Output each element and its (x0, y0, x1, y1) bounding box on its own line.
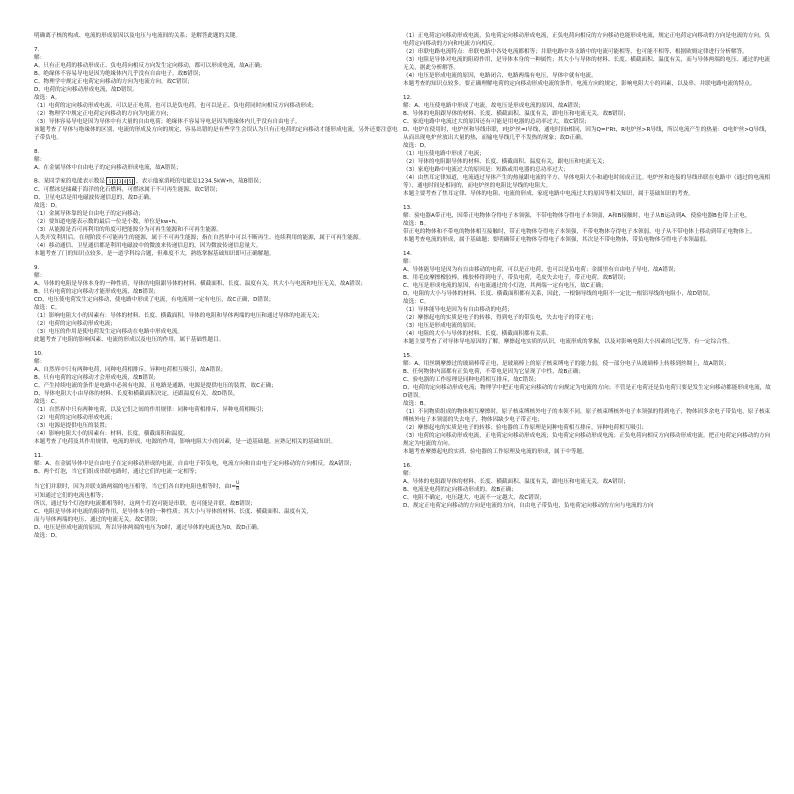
text-line (403, 400, 771, 408)
line-text: B、用毛皮摩擦橡胶棒，橡胶棒得到电子，带负电荷，毛皮失去电子，带正电荷，故B错误； (403, 275, 629, 281)
line-text: （3）电阻是导体对电流的阻碍作用，是导体本身的一种属性；其大小与导体的材料、长度、横截面积、温度有关，而与导体两端的电压、通过的电流无关，据此分析解答。 (403, 57, 771, 71)
line-text: （4）电阻的大小与导体的材料、长度、横截面积都有关系。 (403, 331, 552, 337)
text-line (34, 398, 402, 406)
question-number (34, 264, 402, 272)
text-line (34, 296, 402, 304)
text-line (403, 56, 771, 72)
line-text: A、自然界中只有两种电荷，同种电荷相排斥，异种电荷相互吸引，故A错误； (34, 366, 227, 373)
line-text: 而与导体两端的电压、通过的电流无关，故C错误； (34, 516, 161, 523)
text-line (34, 177, 402, 186)
line-text: D、卫星电话是用电磁波传递信息的，故D正确。 (34, 194, 155, 201)
line-text: 故选：D。 (403, 143, 430, 149)
line-text: （1）正电荷定向移动形成电流，负电荷定向移动形成电流，正负电荷向相反的方向移动也能形成电流，规定正电荷定向移动的方向是电流的方向，负电荷定向移动的方向和电流方向相反。 (403, 33, 771, 47)
text-line (34, 358, 402, 366)
line-text: D、导体电阻大小由导体的材料、长度和横截面积决定，还跟温度有关，故D错误。 (34, 390, 239, 397)
text-line (34, 532, 402, 540)
text-line (403, 32, 771, 48)
line-text: 解： (403, 471, 415, 477)
text-line (34, 32, 402, 40)
text-line (403, 228, 771, 236)
line-text: （2）物理学中规定正电荷定向移动的方向为电流方向； (34, 111, 172, 117)
line-text: 该题考查了导体与绝缘体的区别、电流的形成及方向的规定，容易出错的是有些学生会误认为只有正电荷的定向移动才能形成电流，另外还要注意电子带负电。 (34, 127, 398, 141)
line-text: （1）金属导体靠的是自由电子的定向移动； (34, 210, 144, 217)
meter-digit: 5 (128, 179, 132, 184)
text-line (34, 234, 402, 242)
fraction-denominator: R (236, 486, 240, 492)
line-text: B、两个灯泡，当它们组成串联电路时，通过它们的电流一定相等； (34, 468, 201, 475)
line-text: 解：A、用丝绸摩擦过的玻璃棒带正电，是玻璃棒上的原子核束缚电子的能力弱，使一部分电子从玻璃棒上转移到丝绸上，故A错误； (403, 361, 730, 367)
text-line (34, 94, 402, 102)
text-line (403, 470, 771, 478)
text-line (34, 414, 402, 422)
text-line (34, 374, 402, 382)
text-line (34, 406, 402, 414)
text-line (403, 330, 771, 338)
text-line (403, 258, 771, 266)
line-text: （3）电荷的定向移动形成电流，正电荷定向移动形成电流；负电荷定向移动形成电流；正负电荷向相反方向移动形成电流。把正电荷定向移动的方向规定为电流的方向。 (403, 433, 771, 447)
line-text: 故选：B。 (403, 401, 430, 407)
text-line (403, 150, 771, 158)
line-text: （3）电压的作用是使电荷发生定向移动在电路中形成电流。 (34, 328, 183, 335)
line-text: 故选：B。 (403, 221, 430, 227)
meter-digit: 1 (108, 179, 112, 184)
formula-fraction (236, 481, 239, 492)
line-text: B、只有电荷的定向移动才会形成电流，故B错误； (34, 374, 160, 381)
text-line (403, 220, 771, 228)
text-line (403, 236, 771, 244)
text-line (403, 190, 771, 198)
text-line (403, 494, 771, 502)
line-text: 当它们并联时，因为并联支路两端的电压相等，当它们各自的电阻也相等时，由I= (34, 483, 237, 490)
line-text: 故选：C。 (34, 398, 61, 405)
text-line (403, 142, 771, 150)
line-text-after: ，表示他家消耗的电能是1234.5kW•h，故B错误； (135, 178, 265, 185)
line-text: 解： (34, 358, 46, 365)
line-text: 解： (34, 55, 46, 61)
text-line (403, 48, 771, 56)
line-text: 人类开发利用后，在现阶段不可能再生的能源，属于不可再生能源；指在自然界中可以不断再生、连续利用的能源，属于可再生能源。 (34, 234, 365, 241)
line-text: 解： (34, 272, 46, 279)
line-text: C、电阻不确定，电压越大，电流不一定越大，故C错误； (403, 495, 546, 501)
line-text: 故选：D。 (34, 202, 61, 209)
line-text: （2）电荷的定向移动形成电流； (34, 320, 116, 327)
line-text: （2）串联电路电流特点：串联电路中各处电流都相等；并联电路中各支路中的电流可能相等，也可能不相等，根据欧姆定律进行分析解答。 (403, 49, 748, 55)
line-text: 11. (34, 452, 43, 459)
text-line (34, 366, 402, 374)
line-text: B、绝缘体不容易导电是因为绝缘体内几乎没有自由电子，故B错误； (34, 71, 204, 77)
text-line (403, 102, 771, 110)
text-line (403, 502, 771, 510)
line-text: 本题考查摩擦起电的实质、验电器的工作原理及电流的形成，属于中等题。 (403, 449, 588, 455)
text-line (34, 524, 402, 532)
question-number (34, 148, 402, 156)
line-text: C、电阻是导体对电流的阻碍作用，是导体本身的一种性质；其大小与导体的材料、长度、横截面积、温度有关， (34, 508, 313, 515)
text-line (403, 274, 771, 282)
text-line (403, 322, 771, 330)
text-line (403, 266, 771, 274)
line-text: （3）电压是形成电流的原因； (403, 323, 480, 329)
question-number (34, 452, 402, 460)
question-number (403, 94, 771, 102)
text-line (403, 314, 771, 322)
line-text: 故选：C。 (34, 304, 61, 311)
line-text: D、规定正电荷定向移动的方向是电流的方向，自由电子带负电，负电荷定向移动的方向与电流的方向 (403, 503, 654, 509)
line-text: （2）要知道电能表示数的最后一位是小数，单位是kw•h。 (34, 218, 181, 225)
text-line (403, 298, 771, 306)
line-text: 本题考查电流的形成，属于基础题；要明确带正电物体夺得电子本领强，其次是不带电物体，带负电物体夺得电子本领最弱。 (403, 237, 711, 243)
text-line (34, 438, 402, 446)
text-line (34, 390, 402, 398)
line-text: 带正电的物体和不带电的物体相互接触时，带正电物体夺得电子本领强，不带电物体夺得电子本领弱，电子从不带电体上移动到带正电物体上。 (403, 229, 756, 235)
fraction-numerator: U (236, 480, 240, 486)
line-text: （2）摩擦起电的实质是电子的转移，得到电子的带负电，失去电子的带正电； (403, 315, 597, 321)
text-line (403, 408, 771, 424)
text-line (34, 62, 402, 70)
text-line (34, 312, 402, 320)
text-line (34, 422, 402, 430)
line-text: B、某同学家的电能表示数是 (34, 178, 105, 185)
line-text: 明确离子核的构成、电流的形成原因以及电压与电流间的关系；是解答此题的关键。 (34, 33, 241, 39)
text-line (34, 218, 402, 226)
line-text: （4）移动通信、卫星通信都是利用电磁波中的微波来传递信息的，因为微波传递信息量大。 (34, 242, 262, 249)
text-line (34, 430, 402, 438)
text-line (34, 210, 402, 218)
left-column (34, 32, 402, 540)
text-line (34, 492, 402, 500)
question-number (34, 350, 402, 358)
meter-digit: 3 (118, 179, 122, 184)
line-text: （4）影响电阻大小的因素有：材料、长度、横截面积和温度。 (34, 430, 189, 437)
text-line (34, 202, 402, 210)
text-line (403, 158, 771, 166)
text-line (403, 306, 771, 314)
text-line (403, 432, 771, 448)
line-text: B、电流是电荷的定向移动形成的，故B正确； (403, 487, 517, 493)
line-text: 故选：D。 (34, 532, 61, 539)
text-line (34, 328, 402, 336)
line-text: B、只有电荷的定向移动才能形成电流，故B错误； (34, 288, 160, 295)
text-line (403, 110, 771, 118)
line-text: 此题考查了电阻的影响因素、电流的形成以及电压的作用，属于基础性题目。 (34, 336, 225, 343)
text-line (34, 508, 402, 516)
line-text: A、只有正电荷的移动形成正、负电荷向相反方向发生定向移动，都可以形成电流，故A正确； (34, 63, 266, 69)
line-text: C、物理学中规定正电荷定向移动的方向为电流方向，故C错误； (34, 79, 193, 85)
line-text: C、验电器的工作原理是同种电荷相互排斥，故C错误； (403, 377, 540, 383)
text-line (403, 126, 771, 142)
text-line (34, 500, 402, 508)
line-text: （2）导体的电阻跟导体的材料、长度、横截面积、温度有关，跟电压和电流无关； (403, 159, 608, 165)
text-line (403, 368, 771, 376)
text-line (34, 272, 402, 280)
text-line (34, 336, 402, 344)
text-line (403, 282, 771, 290)
line-text: 本题考查了门的知识点较多，是一道学科综合题，但难度不大，熟练掌握基础知识即可正确解题。 (34, 250, 275, 257)
line-text: （4）电压是形成电流的原因，电路闭合，电路两端有电压，导体中就有电流。 (403, 73, 597, 79)
text-line (403, 212, 771, 220)
line-text: 14. (403, 251, 412, 257)
line-text: C、家庭电路中电流过大的原因还有可能是用电器的总功率过大，故C错误； (403, 119, 590, 125)
text-line (403, 72, 771, 80)
text-line (34, 78, 402, 86)
text-line (34, 460, 402, 468)
line-text: 10. (34, 350, 43, 357)
question-number (403, 462, 771, 470)
text-line (34, 320, 402, 328)
text-line (403, 376, 771, 384)
text-line (34, 118, 402, 126)
text-line (34, 110, 402, 118)
question-number (403, 204, 771, 212)
text-line (34, 288, 402, 296)
energy-meter-digits (106, 177, 135, 185)
text-line (34, 250, 402, 258)
line-text: （1）电压使电路中形成了电流； (403, 151, 485, 157)
line-text: 所以，通过每个灯泡的电流都相等时，这两个灯泡可能是串联，也可能是并联，故B错误； (34, 500, 256, 507)
line-text: 本题考查了电荷及其作用规律，电流的形成，电源的作用，影响电阻大小的因素，是一道基础题，应熟记相关的基础知识。 (34, 438, 337, 445)
line-text: A、导体能导电是因为有自由移动的电荷，可以是正电荷，也可以是负电荷；金属里有自由电子导电，故A错误； (403, 267, 680, 273)
text-line (34, 382, 402, 390)
line-text: D、电炉在使用时，电炉丝和导线串联，I电炉丝=I导线，通电时间t相同，因为Q=I²Rt，R电炉丝>R导线，所以电流产生的热量：Q电炉丝>Q导线，从而出现电炉丝放出大量的热，而输电导线几乎不发热的现象；故D正确。 (403, 127, 771, 141)
text-line (403, 166, 771, 174)
line-text: 解：验电器A带正电，因带正电物体夺得电子本领强，不带电物体夺得电子本领弱，A和B接触时，电子从B运动到A，使验电器B也带上正电。 (403, 213, 751, 219)
line-text: 本题主要考查了焦耳定律、导体的电阻、电流的形成、家庭电路中电流过大的原因等相关知识，属于基础知识的考查。 (403, 191, 694, 197)
text-line (403, 448, 771, 456)
line-text: 本题主要考查了对导体导电原因的了解，摩擦起电实质的认识，电流形成的掌握，以及对影响电阻大小因素的记忆等，有一定综合性。 (403, 339, 734, 345)
text-line (403, 338, 771, 346)
text-line (34, 280, 402, 288)
line-text: （1）影响电阻大小的因素有：导体的材料、长度、横截面积，导体的电阻和导体两端的电压和通过导体的电流无关； (34, 312, 323, 319)
text-line (34, 86, 402, 94)
line-text: （3）从能源是否可再利用的角度可把能源分为可再生能源和不可再生能源。 (34, 226, 223, 233)
line-text: B、任何物体内部都有正负电荷，不带电是因为它显现了中性，故B正确； (403, 369, 585, 375)
line-text: （4）由焦耳定律知道，电流通过导体产生的热量跟电流的平方、导体电阻大小和通电时间成正比。电炉丝和连接的导线串联在电路中（通过的电流相等），通电时间是相同的，而电炉丝的电阻比导线的电阻大。 (403, 175, 771, 189)
line-text: 8. (34, 149, 40, 155)
text-line (34, 102, 402, 110)
line-text: D、电阻的大小与导体的材料、长度、横截面积都有关系，因此，一根铜导线的电阻不一定比一根铝导线的电阻小，故D错误。 (403, 291, 714, 297)
text-line (34, 304, 402, 312)
line-text: 12. (403, 95, 412, 101)
text-line (34, 468, 402, 476)
line-text: A、导体的电阻是导体本身的一种性质，导体的电阻跟导体的材料、横截面积、长度、温度有关，其大小与电流和电压无关，故A错误； (34, 280, 367, 287)
text-line (403, 118, 771, 126)
text-line (403, 290, 771, 298)
text-line (34, 516, 402, 524)
line-text: 9. (34, 264, 40, 271)
line-text: B、导体的电阻跟导体的材料、长度、横截面积、温度有关，跟电压和电流无关，故B错误； (403, 111, 629, 117)
text-line (403, 384, 771, 400)
line-text: （3）家庭电路中电流过大的原因是：短路或用电器的总功率过大； (403, 167, 569, 173)
line-text: （1）电荷的定向移动形成电流，可以是正电荷，也可以是负电荷，也可以是正、负电荷同时向相反方向移动形成； (34, 103, 318, 109)
line-text: 13. (403, 205, 412, 211)
line-text: CD、电压使电荷发生定向移动，使电路中形成了电流，有电流则一定有电压，故C正确，D错误； (34, 296, 275, 303)
text-line (403, 174, 771, 190)
line-text: C、电压是形成电流的原因，有电流通过的小灯泡，其两端一定有电压，故C正确； (403, 283, 607, 289)
line-text: 可知通过它们的电流也相等； (34, 492, 107, 499)
meter-digit: 2 (113, 179, 117, 184)
text-line (34, 156, 402, 164)
text-line (403, 478, 771, 486)
line-text: （3）电源是提供电压的装置； (34, 422, 111, 429)
line-text: （2）电荷的定向移动形成电流； (34, 414, 116, 421)
question-number (403, 352, 771, 360)
line-text: A、在金属导体中自由电子的定向移动形成电流，故A错误； (34, 165, 182, 171)
line-text: （1）不同物质组成的物体相互摩擦时，原子核束缚核外电子的本领不同，原子核束缚核外电子本领强的得到电子，物体因多余电子带负电，原子核束缚核外电子本领弱的失去电子，物体因缺少电子带正电； (403, 409, 771, 423)
text-line (34, 54, 402, 62)
line-text: D、电压是形成电流的原因，所以导体两端的电压为0时，通过导体的电流也为0，故D正确。 (34, 524, 263, 531)
text-line (34, 186, 402, 194)
question-number (403, 250, 771, 258)
line-text: C、产生持续电流的条件是电路中必须有电源，且电路是通路，电源是提供电压的装置，故C正确； (34, 382, 277, 389)
line-text: （1）导体能导电是因为有自由移动的电荷； (403, 307, 513, 313)
question-number (34, 46, 402, 54)
line-text: （3）导体容易导电是因为导体中有大量的自由电荷；绝缘体不容易导电是因为绝缘体内几乎没有自由电子。 (34, 119, 301, 125)
text-line (403, 486, 771, 494)
text-line (34, 481, 402, 492)
line-text: 解： (34, 157, 46, 163)
right-column (403, 32, 771, 510)
line-text: D、电荷的定向移动形成电流；物理学中把正电荷定向移动的方向规定为电流的方向；不管是正电荷还是负电荷只要是发生定向移动都能形成电流，故D错误。 (403, 385, 771, 399)
line-text: C、可燃冰是储藏于海洋的化石燃料，可燃冰属于不可再生能源，故C错误； (34, 186, 221, 193)
text-line (34, 164, 402, 172)
text-line (34, 70, 402, 78)
line-text: A、导体的电阻跟导体的材料、长度、横截面积、温度有关，跟电压和电流无关，故A错误； (403, 479, 629, 485)
text-line (403, 80, 771, 88)
line-text: 解：A、在金属导体中是自由电子在定向移动形成的电流，自由电子带负电，电流方向和自由电子定向移动的方向相反，故A错误； (34, 460, 355, 467)
text-line (34, 226, 402, 234)
meter-digit: 4 (123, 179, 127, 184)
line-text: （1）自然界中只有两种电荷，以及它们之间的作用规律：同种电荷相排斥，异种电荷相吸引； (34, 406, 267, 413)
line-text: 故选：C。 (403, 299, 430, 305)
line-text: 故选：A。 (34, 95, 61, 101)
line-text: 解：A、电压使电路中形成了电流，故电压是形成电流的原因，故A错误； (403, 103, 585, 109)
line-text: （2）摩擦起电的实质是电子的转移；验电器的工作原理是同种电荷相互排斥，异种电荷相互吸引； (403, 425, 648, 431)
line-text: 本题考查的知识点较多，要正确理解电荷的定向移动形成电流的条件，电流方向的规定，影响电阻大小的因素，以及串、并联电路电流的特点。 (403, 81, 756, 87)
text-line (34, 194, 402, 202)
line-text: 15. (403, 353, 412, 359)
line-text: 16. (403, 463, 412, 469)
line-text: 7. (34, 47, 40, 53)
line-text: 解： (403, 259, 415, 265)
line-text: D、电荷的定向移动形成电流，故D错误。 (34, 87, 138, 93)
text-line (403, 424, 771, 432)
text-line (34, 242, 402, 250)
text-line (403, 360, 771, 368)
text-line (34, 126, 402, 142)
